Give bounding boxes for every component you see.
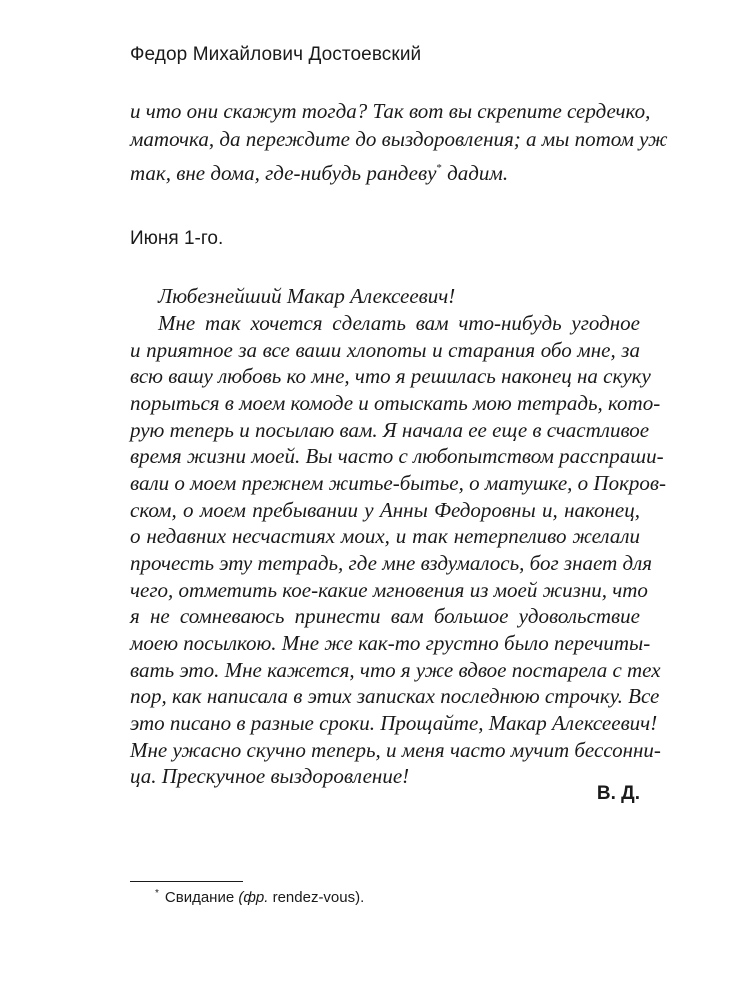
footnote-translation: rendez-vous). (268, 889, 365, 906)
letter-signature: В. Д. (596, 783, 640, 804)
text-line: моею посылкою. Мне же как-то грустно было перечиты- (130, 631, 651, 655)
letter-salutation: Любезнейший Макар Алексеевич! (158, 284, 456, 308)
text-line-part: дадим. (441, 161, 509, 185)
text-line: Мне так хочется сделать вам что-нибудь угодное (158, 311, 640, 335)
text-line: порыться в моем комоде и отыскать мою тетрадь, кото- (130, 391, 661, 415)
text-line: прочесть эту тетрадь, где мне вздумалось, бог знает для (130, 551, 653, 575)
text-line: чего, отметить кое-какие мгновения из моей жизни, что (130, 578, 648, 602)
text-line: пор, как написала в этих записках последнюю строчку. Все (130, 684, 660, 708)
footnote-text: Свидание (164, 889, 239, 906)
text-line-part: так, вне дома, где-нибудь рандеву (130, 161, 437, 185)
text-line: рую теперь и посылаю вам. Я начала ее еще в счастливое (130, 418, 650, 442)
footnote-divider (130, 881, 243, 882)
text-line: и приятное за все ваши хлопоты и старания обо мне, за (130, 338, 640, 362)
book-page (130, 0, 668, 1000)
text-line: всю вашу любовь ко мне, что я решилась наконец на скуку (130, 364, 651, 388)
text-line: о недавних несчастиях моих, и так нетерпеливо желали (130, 524, 640, 548)
text-line: вали о моем прежнем житье-бытье, о матушке, о Покров- (130, 471, 667, 495)
footnote-reference: * (436, 162, 442, 174)
text-line: маточка, да переждите до выздоровления; а мы потом уж (130, 127, 668, 151)
footnote-mark: * (155, 888, 159, 899)
footnote (155, 888, 364, 906)
running-header: Федор Михайлович Достоевский (130, 44, 422, 65)
text-line: я не сомневаюсь принести вам большое удовольствие (130, 604, 640, 628)
text-line: это писано в разные сроки. Прощайте, Макар Алексеевич! (130, 711, 658, 735)
text-line: ца. Прескучное выздоровление! (130, 764, 410, 788)
text-line: ском, о моем пребывании у Анны Федоровны и, наконец, (130, 498, 640, 522)
text-line: Мне ужасно скучно теперь, и меня часто мучит бессонни- (130, 738, 661, 762)
text-line: время жизни моей. Вы часто с любопытством расспраши- (130, 444, 664, 468)
text-line: вать это. Мне кажется, что я уже вдвое постарела с тех (130, 658, 661, 682)
text-line: и что они скажут тогда? Так вот вы скрепите сердечко, (130, 99, 651, 123)
footnote-language: (фр. (238, 889, 269, 906)
text-line (130, 154, 640, 187)
letter-date: Июня 1-го. (130, 228, 224, 249)
